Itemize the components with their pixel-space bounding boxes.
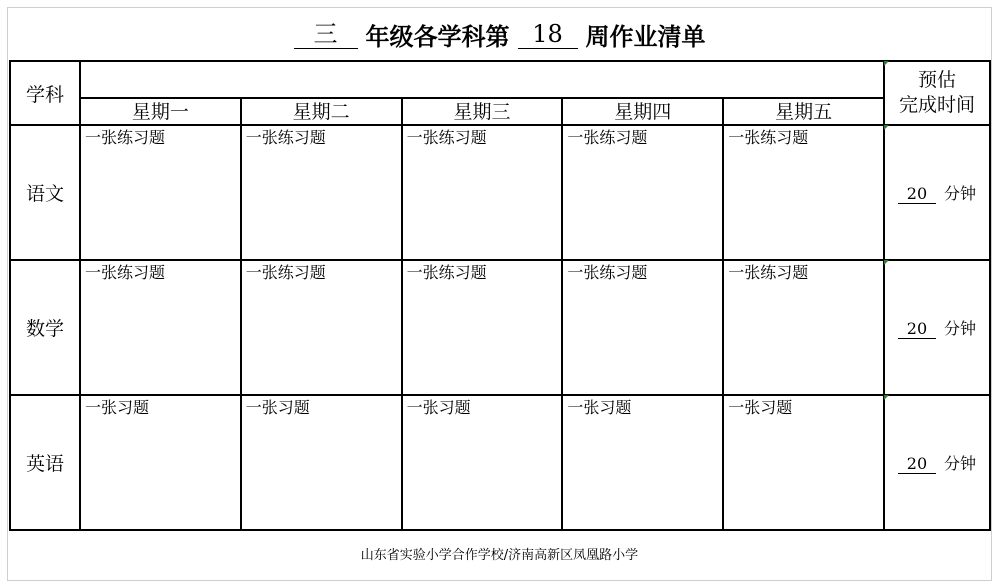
task-cell [80,395,241,530]
day-header-wed: 星期三 [402,98,563,125]
task-text: 一张练习题 [84,263,165,282]
task-cell [80,125,241,260]
task-cell [723,125,884,260]
day-header-thu: 星期四 [562,98,723,125]
task-text: 一张练习题 [567,263,648,282]
table-row [10,260,990,395]
minutes-unit: 分钟 [943,184,976,203]
subject-chinese: 语文 [10,125,80,260]
homework-sheet [7,7,992,581]
estimate-header [884,61,990,125]
task-text: 一张练习题 [728,128,809,147]
subject-english: 英语 [10,395,80,530]
subject-math: 数学 [10,260,80,395]
task-cell [402,125,563,260]
week-blank: 18 [518,20,578,49]
task-cell [80,260,241,395]
time-cell [884,125,990,260]
task-text: 一张练习题 [84,128,165,147]
minutes-unit: 分钟 [943,319,976,338]
task-cell [723,395,884,530]
title-grade-suffix: 年级各学科第 [365,22,510,51]
task-cell [402,260,563,395]
task-text: 一张练习题 [245,263,326,282]
minutes-unit: 分钟 [943,454,976,473]
task-text: 一张习题 [245,398,310,417]
minutes-value: 20 [898,319,936,339]
task-text: 一张练习题 [406,263,487,282]
task-cell [562,125,723,260]
task-cell [241,260,402,395]
homework-table [9,60,991,531]
day-header-fri: 星期五 [723,98,884,125]
school-footer: 山东省实验小学合作学校/济南高新区凤凰路小学 [360,548,639,563]
subject-header: 学科 [10,61,80,125]
title-week-suffix: 周作业清单 [585,22,706,51]
time-cell [884,395,990,530]
task-text: 一张习题 [84,398,149,417]
task-text: 一张练习题 [567,128,648,147]
table-row [10,125,990,260]
grade-blank: 三 [294,20,358,49]
task-cell [562,260,723,395]
task-cell [241,395,402,530]
task-cell [562,395,723,530]
task-text: 一张练习题 [245,128,326,147]
minutes-value: 20 [898,184,936,204]
table-row [10,395,990,530]
task-cell [402,395,563,530]
day-header-tue: 星期二 [241,98,402,125]
task-text: 一张习题 [406,398,471,417]
day-header-mon: 星期一 [80,98,241,125]
header-blank-band [80,61,884,98]
task-cell [241,125,402,260]
task-text: 一张习题 [728,398,793,417]
estimate-header-line1: 预估 [917,69,956,91]
minutes-value: 20 [898,454,936,474]
sheet-title [8,8,991,60]
task-text: 一张练习题 [728,263,809,282]
task-text: 一张习题 [567,398,632,417]
time-cell [884,260,990,395]
task-cell [723,260,884,395]
task-text: 一张练习题 [406,128,487,147]
estimate-header-line2: 完成时间 [898,94,975,116]
